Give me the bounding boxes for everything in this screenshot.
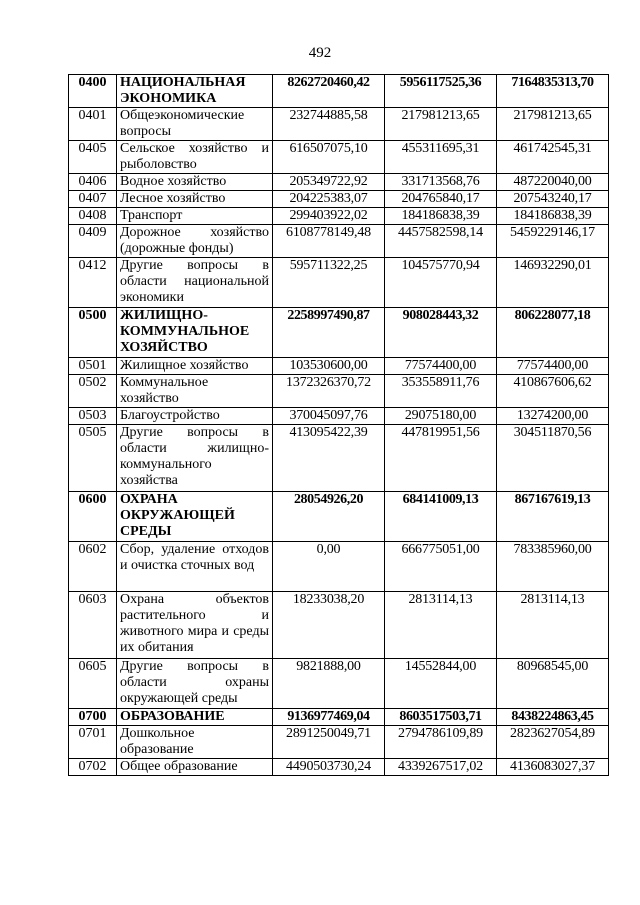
value-1-cell: 8262720460,42 <box>273 75 385 108</box>
name-cell: Дошкольное образование <box>117 726 273 759</box>
table-row <box>69 174 609 191</box>
name-cell: ОХРАНА ОКРУЖАЮЩЕЙ СРЕДЫ <box>117 492 273 542</box>
value-2-cell: 217981213,65 <box>385 108 497 141</box>
value-2-cell: 4339267517,02 <box>385 759 497 776</box>
value-3-cell: 461742545,31 <box>497 141 609 174</box>
value-3-cell: 217981213,65 <box>497 108 609 141</box>
name-cell: Другие вопросы в области национальной экономики <box>117 258 273 308</box>
value-1-cell: 232744885,58 <box>273 108 385 141</box>
value-1-cell: 9821888,00 <box>273 659 385 709</box>
code-cell: 0502 <box>69 375 117 408</box>
table-row <box>69 759 609 776</box>
value-1-cell: 6108778149,48 <box>273 225 385 258</box>
code-cell: 0605 <box>69 659 117 709</box>
value-1-cell: 2258997490,87 <box>273 308 385 358</box>
code-cell: 0408 <box>69 208 117 225</box>
section-row <box>69 75 609 108</box>
section-row <box>69 308 609 358</box>
table-row <box>69 358 609 375</box>
code-cell: 0400 <box>69 75 117 108</box>
name-cell: Охрана объектов растительного и животного мира и среды их обитания <box>117 592 273 659</box>
value-1-cell: 103530600,00 <box>273 358 385 375</box>
value-3-cell: 146932290,01 <box>497 258 609 308</box>
code-cell: 0406 <box>69 174 117 191</box>
name-cell: Дорожное хозяйство (дорожные фонды) <box>117 225 273 258</box>
name-cell: Другие вопросы в области жилищно-коммунального хозяйства <box>117 425 273 492</box>
value-1-cell: 2891250049,71 <box>273 726 385 759</box>
value-3-cell: 5459229146,17 <box>497 225 609 258</box>
value-1-cell: 299403922,02 <box>273 208 385 225</box>
value-3-cell: 7164835313,70 <box>497 75 609 108</box>
name-cell: Сбор, удаление отходов и очистка сточных вод <box>117 542 273 592</box>
table-row <box>69 375 609 408</box>
table-row <box>69 425 609 492</box>
name-cell: Лесное хозяйство <box>117 191 273 208</box>
code-cell: 0401 <box>69 108 117 141</box>
code-cell: 0505 <box>69 425 117 492</box>
value-1-cell: 1372326370,72 <box>273 375 385 408</box>
table-row <box>69 659 609 709</box>
table-row <box>69 258 609 308</box>
value-2-cell: 14552844,00 <box>385 659 497 709</box>
page-number: 492 <box>308 45 332 61</box>
value-2-cell: 29075180,00 <box>385 408 497 425</box>
table-row <box>69 726 609 759</box>
value-2-cell: 455311695,31 <box>385 141 497 174</box>
value-2-cell: 184186838,39 <box>385 208 497 225</box>
name-cell: Благоустройство <box>117 408 273 425</box>
name-cell: Другие вопросы в области охраны окружающей среды <box>117 659 273 709</box>
name-cell: ОБРАЗОВАНИЕ <box>117 709 273 726</box>
value-1-cell: 413095422,39 <box>273 425 385 492</box>
code-cell: 0500 <box>69 308 117 358</box>
value-3-cell: 8438224863,45 <box>497 709 609 726</box>
table-row <box>69 141 609 174</box>
budget-table-body <box>69 75 609 776</box>
name-cell: ЖИЛИЩНО-КОММУНАЛЬНОЕ ХОЗЯЙСТВО <box>117 308 273 358</box>
value-2-cell: 8603517503,71 <box>385 709 497 726</box>
name-cell: Коммунальное хозяйство <box>117 375 273 408</box>
code-cell: 0702 <box>69 759 117 776</box>
value-3-cell: 304511870,56 <box>497 425 609 492</box>
value-3-cell: 207543240,17 <box>497 191 609 208</box>
value-2-cell: 104575770,94 <box>385 258 497 308</box>
value-3-cell: 13274200,00 <box>497 408 609 425</box>
code-cell: 0405 <box>69 141 117 174</box>
code-cell: 0600 <box>69 492 117 542</box>
code-cell: 0701 <box>69 726 117 759</box>
value-1-cell: 595711322,25 <box>273 258 385 308</box>
value-2-cell: 684141009,13 <box>385 492 497 542</box>
code-cell: 0501 <box>69 358 117 375</box>
table-row <box>69 592 609 659</box>
value-2-cell: 666775051,00 <box>385 542 497 592</box>
value-1-cell: 9136977469,04 <box>273 709 385 726</box>
value-1-cell: 4490503730,24 <box>273 759 385 776</box>
value-3-cell: 2813114,13 <box>497 592 609 659</box>
name-cell: Транспорт <box>117 208 273 225</box>
value-2-cell: 2794786109,89 <box>385 726 497 759</box>
value-1-cell: 370045097,76 <box>273 408 385 425</box>
table-row <box>69 191 609 208</box>
code-cell: 0407 <box>69 191 117 208</box>
name-cell: НАЦИОНАЛЬНАЯ ЭКОНОМИКА <box>117 75 273 108</box>
value-3-cell: 4136083027,37 <box>497 759 609 776</box>
code-cell: 0602 <box>69 542 117 592</box>
name-cell: Общеэкономические вопросы <box>117 108 273 141</box>
value-1-cell: 0,00 <box>273 542 385 592</box>
name-cell: Сельское хозяйство и рыболовство <box>117 141 273 174</box>
value-2-cell: 4457582598,14 <box>385 225 497 258</box>
value-2-cell: 447819951,56 <box>385 425 497 492</box>
value-2-cell: 908028443,32 <box>385 308 497 358</box>
name-cell: Общее образование <box>117 759 273 776</box>
value-1-cell: 204225383,07 <box>273 191 385 208</box>
name-cell: Водное хозяйство <box>117 174 273 191</box>
value-1-cell: 28054926,20 <box>273 492 385 542</box>
value-3-cell: 77574400,00 <box>497 358 609 375</box>
value-3-cell: 783385960,00 <box>497 542 609 592</box>
value-1-cell: 18233038,20 <box>273 592 385 659</box>
section-row <box>69 709 609 726</box>
value-3-cell: 487220040,00 <box>497 174 609 191</box>
value-2-cell: 204765840,17 <box>385 191 497 208</box>
name-cell: Жилищное хозяйство <box>117 358 273 375</box>
table-row <box>69 408 609 425</box>
value-2-cell: 77574400,00 <box>385 358 497 375</box>
value-1-cell: 205349722,92 <box>273 174 385 191</box>
value-3-cell: 867167619,13 <box>497 492 609 542</box>
code-cell: 0700 <box>69 709 117 726</box>
code-cell: 0603 <box>69 592 117 659</box>
value-3-cell: 806228077,18 <box>497 308 609 358</box>
table-row <box>69 108 609 141</box>
value-2-cell: 5956117525,36 <box>385 75 497 108</box>
table-row <box>69 225 609 258</box>
value-2-cell: 353558911,76 <box>385 375 497 408</box>
value-3-cell: 2823627054,89 <box>497 726 609 759</box>
table-row <box>69 542 609 592</box>
section-row <box>69 492 609 542</box>
code-cell: 0503 <box>69 408 117 425</box>
table-row <box>69 208 609 225</box>
value-2-cell: 2813114,13 <box>385 592 497 659</box>
value-2-cell: 331713568,76 <box>385 174 497 191</box>
value-3-cell: 410867606,62 <box>497 375 609 408</box>
value-3-cell: 80968545,00 <box>497 659 609 709</box>
budget-table <box>68 74 609 776</box>
value-1-cell: 616507075,10 <box>273 141 385 174</box>
value-3-cell: 184186838,39 <box>497 208 609 225</box>
code-cell: 0409 <box>69 225 117 258</box>
code-cell: 0412 <box>69 258 117 308</box>
